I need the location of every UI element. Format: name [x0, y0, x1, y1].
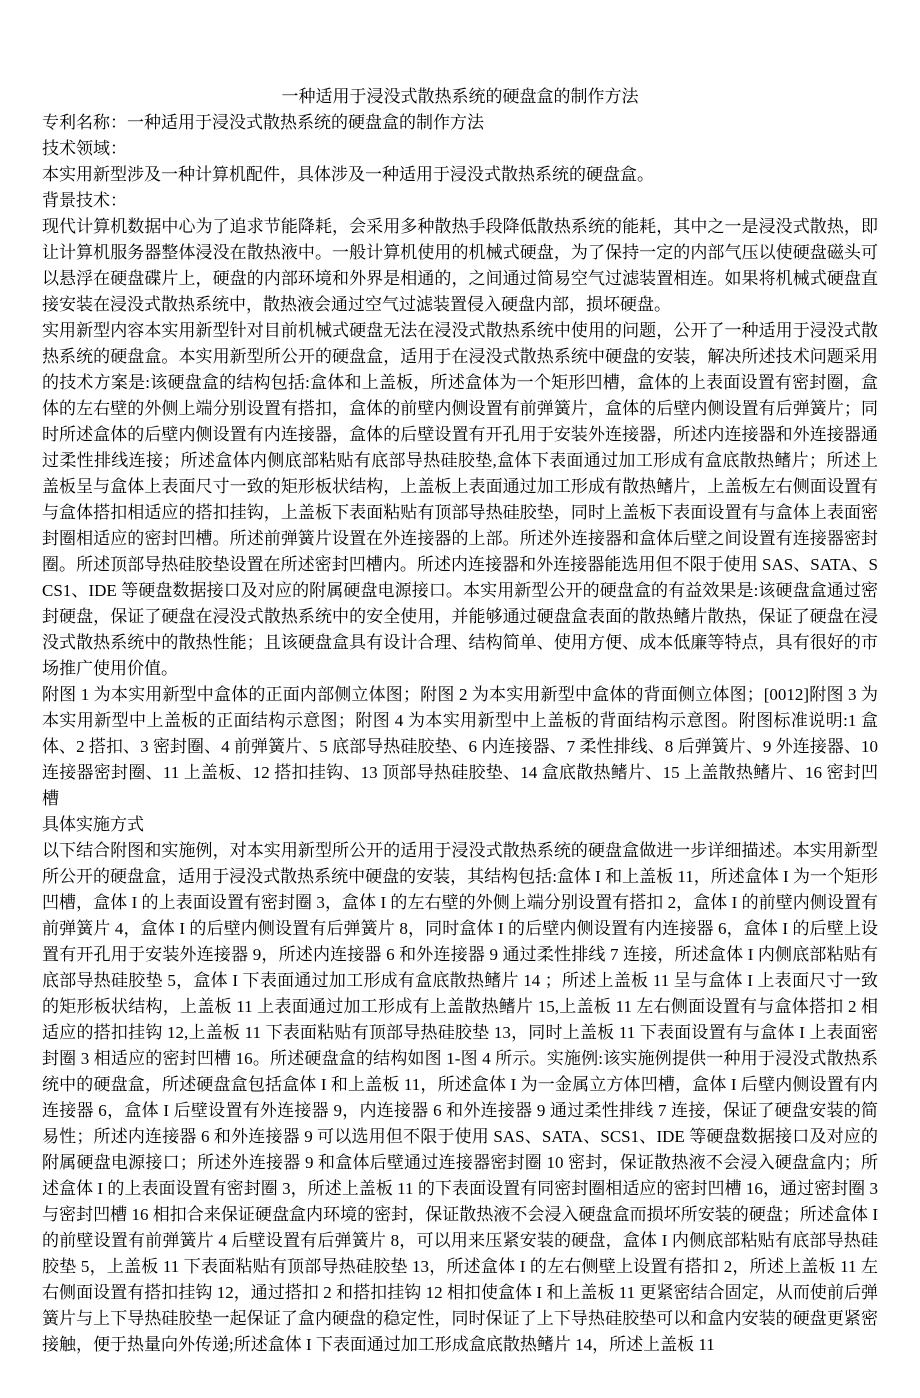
- para-section-tech-field-heading: 技术领域：: [42, 139, 127, 158]
- para-utility-model-content: 实用新型内容本实用新型针对目前机械式硬盘无法在浸没式散热系统中使用的问题，公开了一种适用于浸没式散热系统的硬盘盒。本实用新型所公开的硬盘盒，适用于在浸没式散热系统中硬盘的安装，解决所述技术问题采用的技术方案是:该硬盘盒的结构包括:盒体和上盖板，所述盒体为一个矩形凹槽，盒体的上表面设置有密封圈，盒体的左右壁的外侧上端分别设置有搭扣，盒体的前壁内侧设置有前弹簧片，盒体的后壁内侧设置有后弹簧片；同时所述盒体的后壁内侧设置有内连接器，盒体的后壁设置有开孔用于安装外连接器，所述内连接器和外连接器通过柔性排线连接；所述盒体内侧底部粘贴有底部导热硅胶垫,盒体下表面通过加工形成有盒底散热鳍片；所述上盖板呈与盒体上表面尺寸一致的矩形板状结构，上盖板上表面通过加工形成有散热鳍片，上盖板左右侧面设置有与盒体搭扣相适应的搭扣挂钩，上盖板下表面粘贴有顶部导热硅胶垫，同时上盖板下表面设置有与盒体上表面密封圈相适应的密封凹槽。所述前弹簧片设置在外连接器的上部。所述外连接器和盒体后壁之间设置有连接器密封圈。所述顶部导热硅胶垫设置在所述密封凹槽内。所述内连接器和外连接器能选用但不限于使用 SAS、SATA、SCS1、IDE 等硬盘数据接口及对应的附属硬盘电源接口。本实用新型公开的硬盘盒的有益效果是:该硬盘盒通过密封硬盘，保证了硬盘在浸没式散热系统中的安全使用，并能够通过硬盘盒表面的散热鳍片散热，保证了硬盘在浸没式散热系统中的散热性能；且该硬盘盒具有设计合理、结构简单、使用方便、成本低廉等特点，具有很好的市场推广使用价值。: [42, 321, 878, 678]
- para-tech-field-body: 本实用新型涉及一种计算机配件，具体涉及一种适用于浸没式散热系统的硬盘盒。: [42, 165, 654, 184]
- para-implementation-body: 以下结合附图和实施例，对本实用新型所公开的适用于浸没式散热系统的硬盘盒做进一步详细描述。本实用新型所公开的硬盘盒，适用于浸没式散热系统中硬盘的安装，其结构包括:盒体 I 和上盖板 11，所述盒体 I 为一个矩形凹槽，盒体 I 的上表面设置有密封圈 3，盒体 I 的左右壁的外侧上端分别设置有搭扣 2，盒体 I 的前壁内侧设置有前弹簧片 4，盒体 I 的后壁内侧设置有后弹簧片 8，同时盒体 I 的后壁内侧设置有内连接器 6，盒体 I 的后壁上设置有开孔用于安装外连接器 9，所述内连接器 6 和外连接器 9 通过柔性排线 7 连接，所述盒体 I 内侧底部粘贴有底部导热硅胶垫 5，盒体 I 下表面通过加工形成有盒底散热鳍片 14 ；所述上盖板 11 呈与盒体 I 上表面尺寸一致的矩形板状结构，上盖板 11 上表面通过加工形成有上盖散热鳍片 15,上盖板 11 左右侧面设置有与盒体搭扣 2 相适应的搭扣挂钩 12,上盖板 11 下表面粘贴有顶部导热硅胶垫 13，同时上盖板 11 下表面设置有与盒体 I 上表面密封圈 3 相适应的密封凹槽 16。所述硬盘盒的结构如图 1-图 4 所示。实施例:该实施例提供一种用于浸没式散热系统中的硬盘盒，所述硬盘盒包括盒体 I 和上盖板 11，所述盒体 I 为一金属立方体凹槽，盒体 I 后壁内侧设置有内连接器 6，盒体 I 后壁设置有外连接器 9，内连接器 6 和外连接器 9 通过柔性排线 7 连接，保证了硬盘安装的简易性；所述内连接器 6 和外连接器 9 可以选用但不限于使用 SAS、SATA、SCS1、IDE 等硬盘数据接口及对应的附属硬盘电源接口；所述外连接器 9 和盒体后壁通过连接器密封圈 10 密封，保证散热液不会浸入硬盘盒内；所述盒体 I 的上表面设置有密封圈 3，所述上盖板 11 的下表面设置有同密封圈相适应的密封凹槽 16，通过密封圈 3 与密封凹槽 16 相扣合来保证硬盘盒内环境的密封，保证散热液不会浸入硬盘盒而损坏所安装的硬盘；所述盒体 I 的前壁设置有前弹簧片 4 后壁设置有后弹簧片 8，可以用来压紧安装的硬盘，盒体 I 内侧底部粘贴有底部导热硅胶垫 5，上盖板 11 下表面粘贴有顶部导热硅胶垫 13，所述盒体 I 的左右侧壁上设置有搭扣 2，所述上盖板 11 左右侧面设置有搭扣挂钩 12，通过搭扣 2 和搭扣挂钩 12 相扣使盒体 I 和上盖板 11 更紧密结合固定，从而使前后弹簧片与上下导热硅胶垫一起保证了盒内硬盘的稳定性，同时保证了上下导热硅胶垫可以和盒内安装的硬盘更紧密接触，便于热量向外传递;所述盒体 I 下表面通过加工形成盒底散热鳍片 14，所述上盖板 11: [42, 841, 878, 1354]
- para-section-background-heading: 背景技术：: [42, 191, 127, 210]
- para-background-body: 现代计算机数据中心为了追求节能降耗，会采用多种散热手段降低散热系统的能耗，其中之一是浸没式散热，即让计算机服务器整体浸没在散热液中。一般计算机使用的机械式硬盘，为了保持一定的内部气压以使硬盘磁头可以悬浮在硬盘碟片上，硬盘的内部环境和外界是相通的，之间通过简易空气过滤装置相连。如果将机械式硬盘直接安装在浸没式散热系统中，散热液会通过空气过滤装置侵入硬盘内部，损坏硬盘。: [42, 217, 878, 314]
- para-section-implementation-heading: 具体实施方式: [42, 815, 144, 834]
- para-figure-descriptions: 附图 1 为本实用新型中盒体的正面内部侧立体图；附图 2 为本实用新型中盒体的背面侧立体图；[0012]附图 3 为本实用新型中上盖板的正面结构示意图；附图 4 为本实用新型中上盖板的背面结构示意图。附图标准说明:1 盒体、2 搭扣、3 密封圈、4 前弹簧片、5 底部导热硅胶垫、6 内连接器、7 柔性排线、8 后弹簧片、9 外连接器、10 连接器密封圈、11 上盖板、12 搭扣挂钩、13 顶部导热硅胶垫、14 盒底散热鳍片、15 上盖散热鳍片、16 密封凹槽: [42, 685, 878, 808]
- para-patent-name: 专利名称：一种适用于浸没式散热系统的硬盘盒的制作方法: [42, 113, 484, 132]
- document-title: 一种适用于浸没式散热系统的硬盘盒的制作方法: [281, 87, 639, 106]
